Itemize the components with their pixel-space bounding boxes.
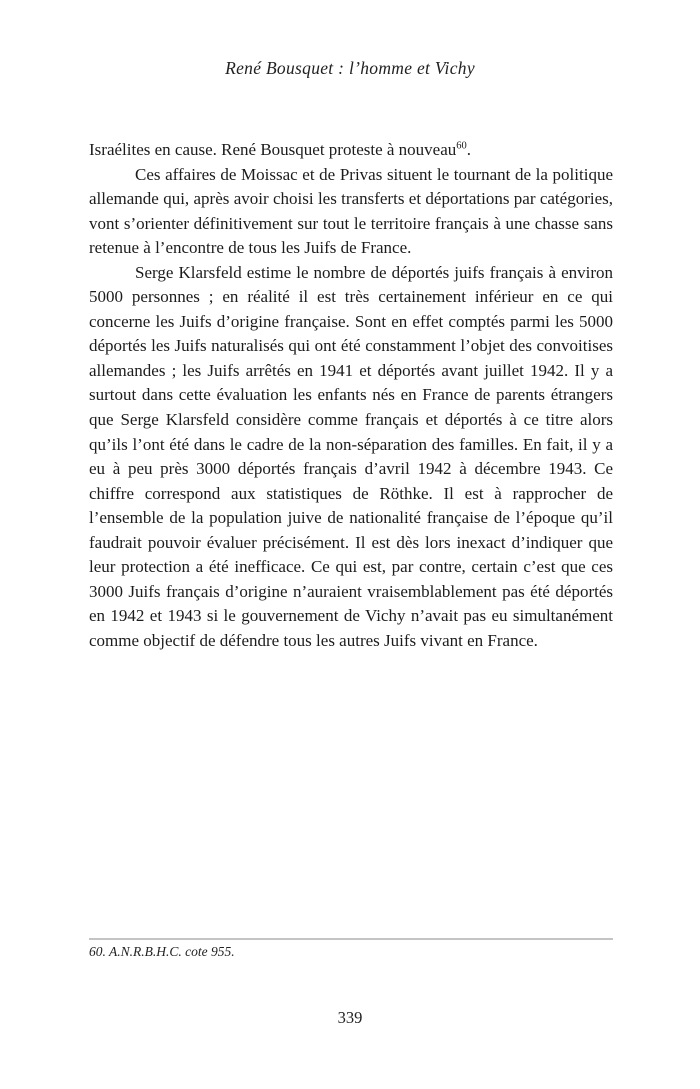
paragraph-1-suffix: . [466,140,472,159]
footnote-text: 60. A.N.R.B.H.C. cote 955. [89,944,235,959]
paragraph-2: Ces affaires de Moissac et de Privas situent le tournant de la politique allemande qui, après avoir choisi les transferts et déportations par catégories, vont s’orienter définitivement sur tout le territoire français à une chasse sans retenue à l’encontre de tous les Juifs de France. [89,164,613,258]
footnote-reference-60: 60 [456,140,467,152]
footnote-separator-rule [89,938,613,940]
running-header-title: René Bousquet : l’homme et Vichy [225,58,475,78]
paragraph-1-text: Israélites en cause. René Bousquet proteste à nouveau [89,140,457,159]
paragraph-3: Serge Klarsfeld estime le nombre de déportés juifs français à environ 5000 personnes ; en réalité il est très certainement inférieur en ce qui concerne les Juifs d’origine française. Sont en effet comptés parmi les 5000 déportés les Juifs naturalisés qui ont été constamment l’objet des convoitises allemandes ; les Juifs arrêtés en 1941 et déportés avant juillet 1942. Il y a surtout dans cette évaluation les enfants nés en France de parents étrangers que Serge Klarsfeld considère comme français et déportés à ce titre alors qu’ils l’ont été dans le cadre de la non-séparation des familles. En fait, il y a eu à peu près 3000 déportés français d’avril 1942 à décembre 1943. Ce chiffre correspond aux statistiques de Röthke. Il est à rapprocher de l’ensemble de la population juive de nationalité française de l’époque qu’il faudrait pouvoir évaluer précisément. Il est dès lors inexact d’indiquer que leur protection a été inefficace. Ce qui est, par contre, certain c’est que ces 3000 Juifs français d’origine n’auraient vraisemblablement pas été déportés en 1942 et 1943 si le gouvernement de Vichy n’avait pas eu simultanément comme objectif de défendre tous les autres Juifs vivant en France. [89,262,613,650]
paragraph-1 [89,138,613,163]
body-text-block [89,138,613,653]
page-number: 339 [337,1008,363,1027]
